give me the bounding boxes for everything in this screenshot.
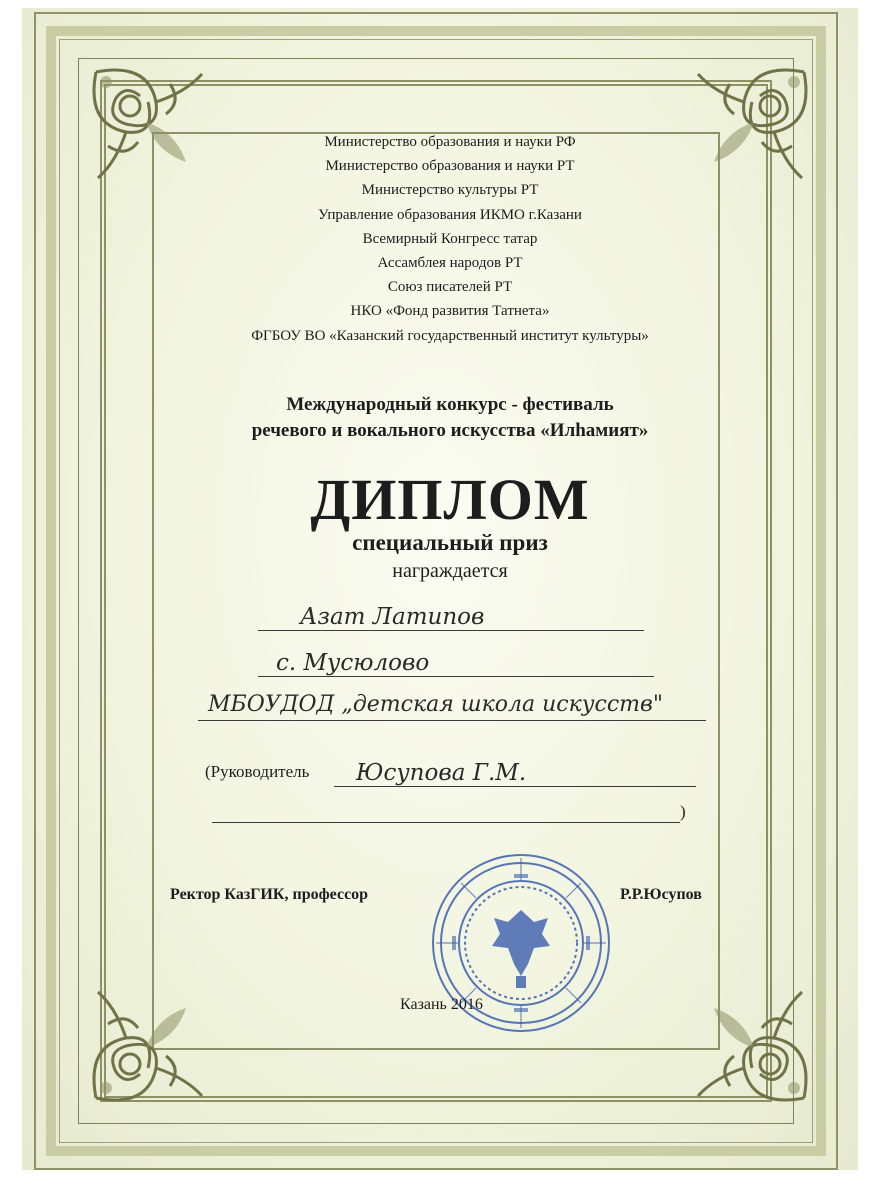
supervisor-name: Юсупова Г.М.	[356, 760, 527, 786]
recipient-village-line	[258, 676, 654, 677]
recipient-village: с. Мусюлово	[276, 650, 430, 676]
special-prize-label: специальный приз	[352, 530, 548, 555]
organizer-line: Министерство образования и науки РФ	[324, 134, 576, 150]
organizer-line: Всемирный Конгресс татар	[362, 230, 538, 247]
supervisor-line	[334, 786, 696, 787]
organizers-list	[180, 130, 720, 348]
organizer-line: ФГБОУ ВО «Казанский государственный институт культуры»	[251, 327, 649, 344]
signatory-title: Ректор КазГИК, профессор	[170, 886, 369, 903]
organizer-line: Союз писателей РТ	[387, 279, 513, 296]
recipient-school: МБОУДОД „детская школа искусств"	[208, 692, 663, 717]
supervisor-label: (Руководитель	[205, 762, 310, 781]
contest-title-line1: Международный конкурс - фестиваль	[286, 394, 614, 415]
contest-title-line2: речевого и вокального искусства «Илhамият»	[251, 420, 649, 441]
place-and-date: Казань 2016	[400, 996, 483, 1013]
corner-ornament-bottom-left	[86, 984, 210, 1108]
recipient-name: Азат Латипов	[300, 604, 485, 630]
supervisor-closing-bracket: )	[680, 802, 686, 821]
recipient-school-line	[198, 720, 706, 721]
organizer-line: Управление образования ИКМО г.Казани	[318, 206, 582, 223]
organizer-line: Ассамблея народов РТ	[377, 255, 523, 272]
contest-title	[180, 392, 720, 444]
diploma-heading: ДИПЛОМ	[310, 467, 590, 532]
organizer-line: Министерство образования и науки РТ	[325, 158, 575, 175]
corner-ornament-bottom-right	[690, 984, 814, 1108]
recipient-name-line	[258, 630, 644, 631]
supervisor-line-2	[212, 822, 680, 823]
signatory-name: Р.Р.Юсупов	[620, 886, 702, 903]
organizer-line: НКО «Фонд развития Татнета»	[350, 303, 550, 320]
awarded-label: награждается	[392, 560, 508, 582]
organizer-line: Министерство культуры РТ	[361, 182, 539, 199]
